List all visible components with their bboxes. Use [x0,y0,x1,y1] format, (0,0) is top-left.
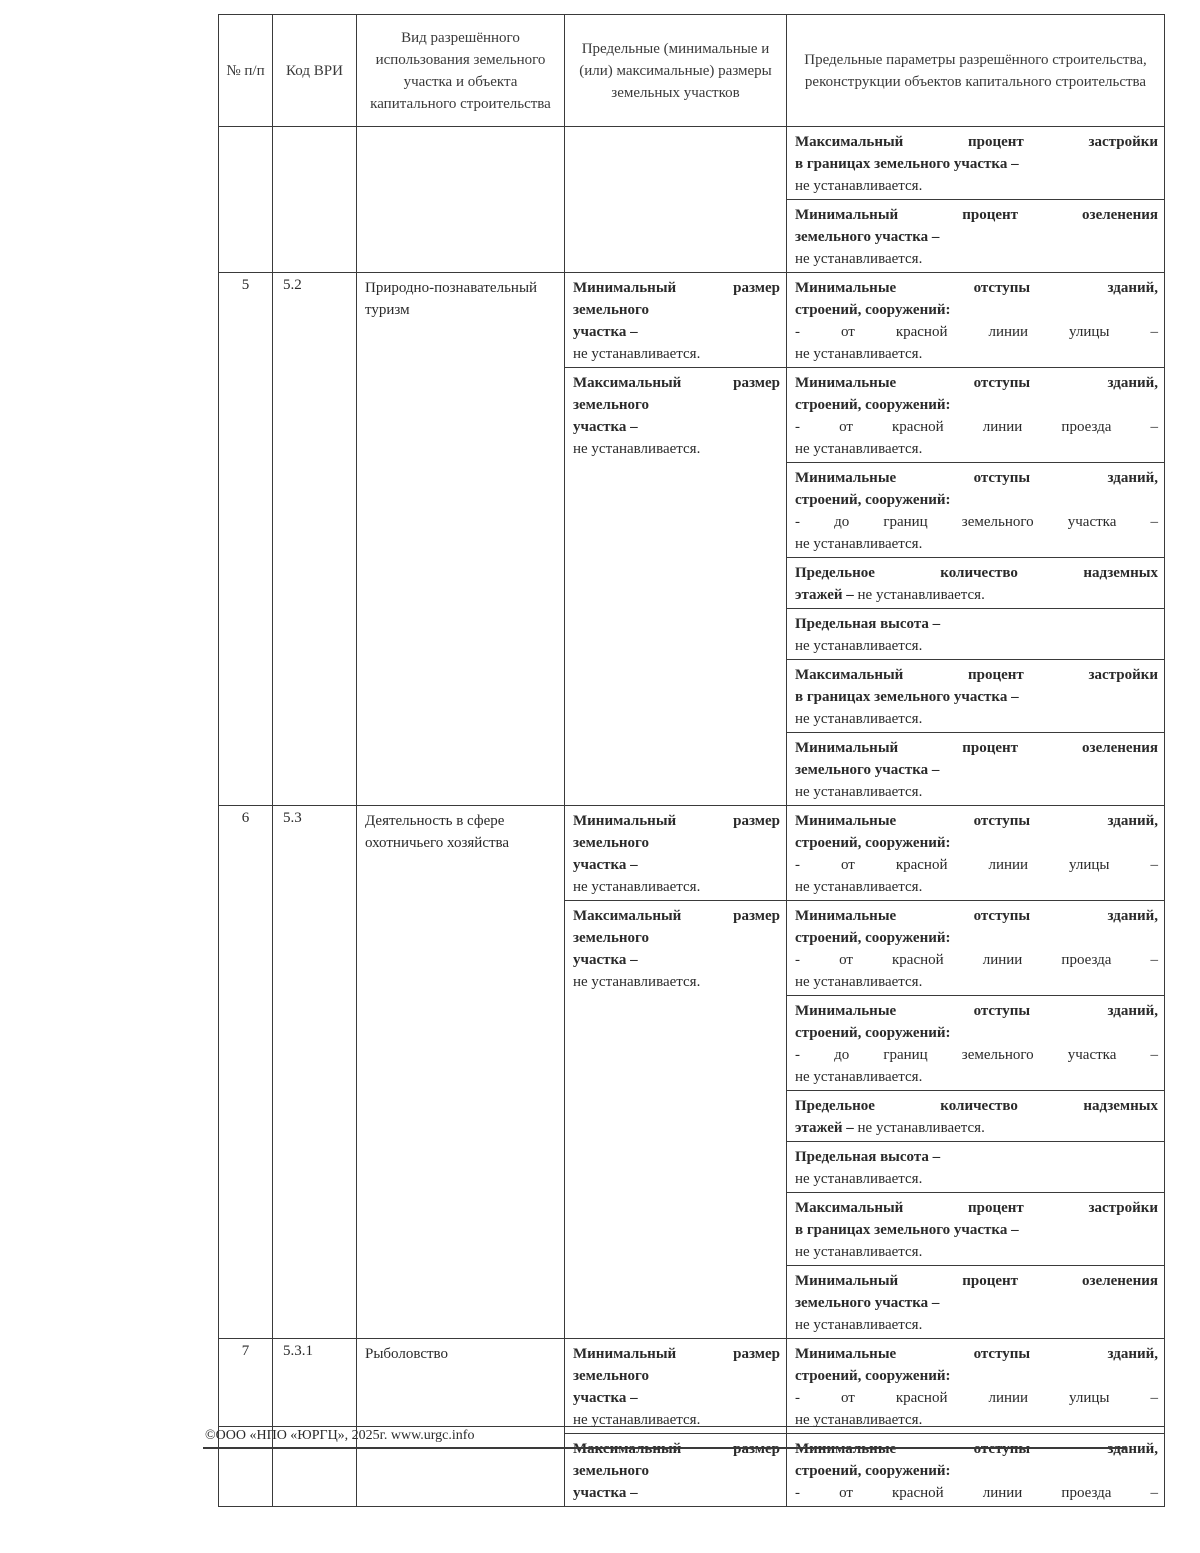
param-heading-rest: земельного участка – [795,762,940,778]
param-block [787,1266,1164,1338]
param-value: не устанавливается. [573,346,701,362]
row-use-name: Природно-познавательный туризм [357,273,565,806]
param-value: не устанавливается. [795,346,923,362]
param-heading-rest: строений, сооружений: [795,930,951,946]
row-number: 6 [219,806,273,1339]
param-value: не устанавливается. [795,1244,923,1260]
param-heading-rest: Предельная высота – [795,616,941,632]
param-detail: - от красной линии проезда – [795,419,1158,435]
param-heading: Минимальный размер земельного [573,280,780,318]
param-value: не устанавливается. [795,441,923,457]
row-code: 5.3.1 [273,1339,357,1507]
param-detail: - от красной линии проезда – [795,1485,1158,1501]
param-detail: - до границ земельного участка – [795,514,1158,530]
param-heading-rest: участка – [573,1390,638,1406]
param-value: не устанавливается. [795,784,923,800]
param-heading: Минимальные отступы зданий, [795,375,1158,391]
param-heading-rest: этажей – [795,1120,854,1136]
param-heading-rest: участка – [573,324,638,340]
param-value: не устанавливается. [573,441,701,457]
param-value: не устанавливается. [795,536,923,552]
sizes-cell [565,273,787,806]
param-heading-rest: строений, сооружений: [795,1025,951,1041]
param-value: не устанавливается. [857,1120,985,1136]
param-heading-rest: земельного участка – [795,1295,940,1311]
row-use-name: Рыболовство [357,1339,565,1507]
param-block [787,901,1164,996]
sizes-cell [565,806,787,1339]
param-value: не устанавливается. [795,1069,923,1085]
param-heading: Минимальные отступы зданий, [795,1003,1158,1019]
params-cell [787,127,1165,273]
empty-cell [357,127,565,273]
row-use-name: Деятельность в сфере охотничьего хозяйства [357,806,565,1339]
param-value: не устанавливается. [857,587,985,603]
param-block [787,1193,1164,1266]
param-heading-rest: участка – [573,419,638,435]
param-detail: - от красной линии улицы – [795,857,1158,873]
header-code: Код ВРИ [273,15,357,127]
param-block [787,463,1164,558]
param-block [787,1434,1164,1506]
param-heading: Максимальный размер земельного [573,375,780,413]
param-heading: Максимальный процент застройки [795,134,1158,150]
param-block [565,806,786,901]
param-block [565,273,786,368]
param-heading: Предельное количество надземных [795,565,1158,581]
param-block [787,733,1164,805]
param-detail: - от красной линии улицы – [795,324,1158,340]
param-heading: Максимальный процент застройки [795,667,1158,683]
param-block [787,660,1164,733]
param-block [787,558,1164,609]
empty-cell [273,127,357,273]
param-value: не устанавливается. [795,251,923,267]
param-heading-rest: в границах земельного участка – [795,1222,1019,1238]
empty-cell [565,127,787,273]
table-body [219,127,1165,1507]
param-value: не устанавливается. [573,879,701,895]
param-heading: Максимальный процент застройки [795,1200,1158,1216]
param-block [787,609,1164,660]
param-block [787,368,1164,463]
param-heading: Минимальные отступы зданий, [795,1346,1158,1362]
param-heading-rest: участка – [573,1485,638,1501]
table-row [219,273,1165,806]
param-heading: Минимальные отступы зданий, [795,1441,1158,1457]
param-heading-rest: строений, сооружений: [795,492,951,508]
param-block [565,1434,786,1506]
param-heading-rest: в границах земельного участка – [795,156,1019,172]
param-block [787,127,1164,200]
header-sizes: Предельные (минимальные и (или) максимальные) размеры земельных участков [565,15,787,127]
param-value: не устанавливается. [795,879,923,895]
param-heading-rest: строений, сооружений: [795,397,951,413]
params-cell [787,806,1165,1339]
empty-cell [219,127,273,273]
param-block [565,368,786,462]
param-heading: Максимальный размер земельного [573,1441,780,1479]
param-heading-rest: Предельная высота – [795,1149,941,1165]
header-num: № п/п [219,15,273,127]
row-number: 7 [219,1339,273,1507]
page-footer: ©ООО «НПО «ЮРГЦ», 2025г. www.urgc.info [205,1428,475,1443]
param-value: не устанавливается. [795,1171,923,1187]
param-heading: Предельное количество надземных [795,1098,1158,1114]
row-number: 5 [219,273,273,806]
param-heading-rest: строений, сооружений: [795,1368,951,1384]
footer-divider [203,1447,1127,1449]
param-heading: Минимальные отступы зданий, [795,813,1158,829]
params-cell [787,273,1165,806]
param-block [787,806,1164,901]
param-heading: Минимальные отступы зданий, [795,470,1158,486]
param-block [787,1339,1164,1434]
param-block [565,1339,786,1434]
table-row [219,1339,1165,1507]
param-detail: - от красной линии улицы – [795,1390,1158,1406]
param-heading: Минимальный процент озеленения [795,740,1158,756]
param-heading-rest: этажей – [795,587,854,603]
param-value: не устанавливается. [795,178,923,194]
param-heading: Минимальный размер земельного [573,1346,780,1384]
params-cell [787,1339,1165,1507]
param-heading-rest: строений, сооружений: [795,1463,951,1479]
regulations-table [218,14,1165,1507]
param-heading-rest: строений, сооружений: [795,835,951,851]
table-header-row [219,15,1165,127]
param-value: не устанавливается. [573,1412,701,1428]
param-value: не устанавливается. [573,974,701,990]
param-block [787,1142,1164,1193]
param-heading-rest: участка – [573,857,638,873]
param-heading-rest: участка – [573,952,638,968]
param-heading-rest: в границах земельного участка – [795,689,1019,705]
param-value: не устанавливается. [795,1317,923,1333]
param-block [787,200,1164,272]
param-value: не устанавливается. [795,974,923,990]
param-heading-rest: земельного участка – [795,229,940,245]
header-use: Вид разрешённого использования земельного участка и объекта капитального строительства [357,15,565,127]
param-block [787,1091,1164,1142]
param-heading-rest: строений, сооружений: [795,302,951,318]
sizes-cell [565,1339,787,1507]
param-value: не устанавливается. [795,711,923,727]
param-heading: Максимальный размер земельного [573,908,780,946]
header-params: Предельные параметры разрешённого строительства, реконструкции объектов капитального строительства [787,15,1165,127]
param-value: не устанавливается. [795,638,923,654]
param-block [787,996,1164,1091]
param-block [565,901,786,995]
param-heading: Минимальные отступы зданий, [795,908,1158,924]
param-heading: Минимальный процент озеленения [795,1273,1158,1289]
row-code: 5.3 [273,806,357,1339]
table-row [219,806,1165,1339]
param-heading: Минимальный размер земельного [573,813,780,851]
table-row [219,127,1165,273]
row-code: 5.2 [273,273,357,806]
param-detail: - до границ земельного участка – [795,1047,1158,1063]
param-heading: Минимальный процент озеленения [795,207,1158,223]
param-heading: Минимальные отступы зданий, [795,280,1158,296]
param-block [787,273,1164,368]
param-value: не устанавливается. [795,1412,923,1428]
param-detail: - от красной линии проезда – [795,952,1158,968]
